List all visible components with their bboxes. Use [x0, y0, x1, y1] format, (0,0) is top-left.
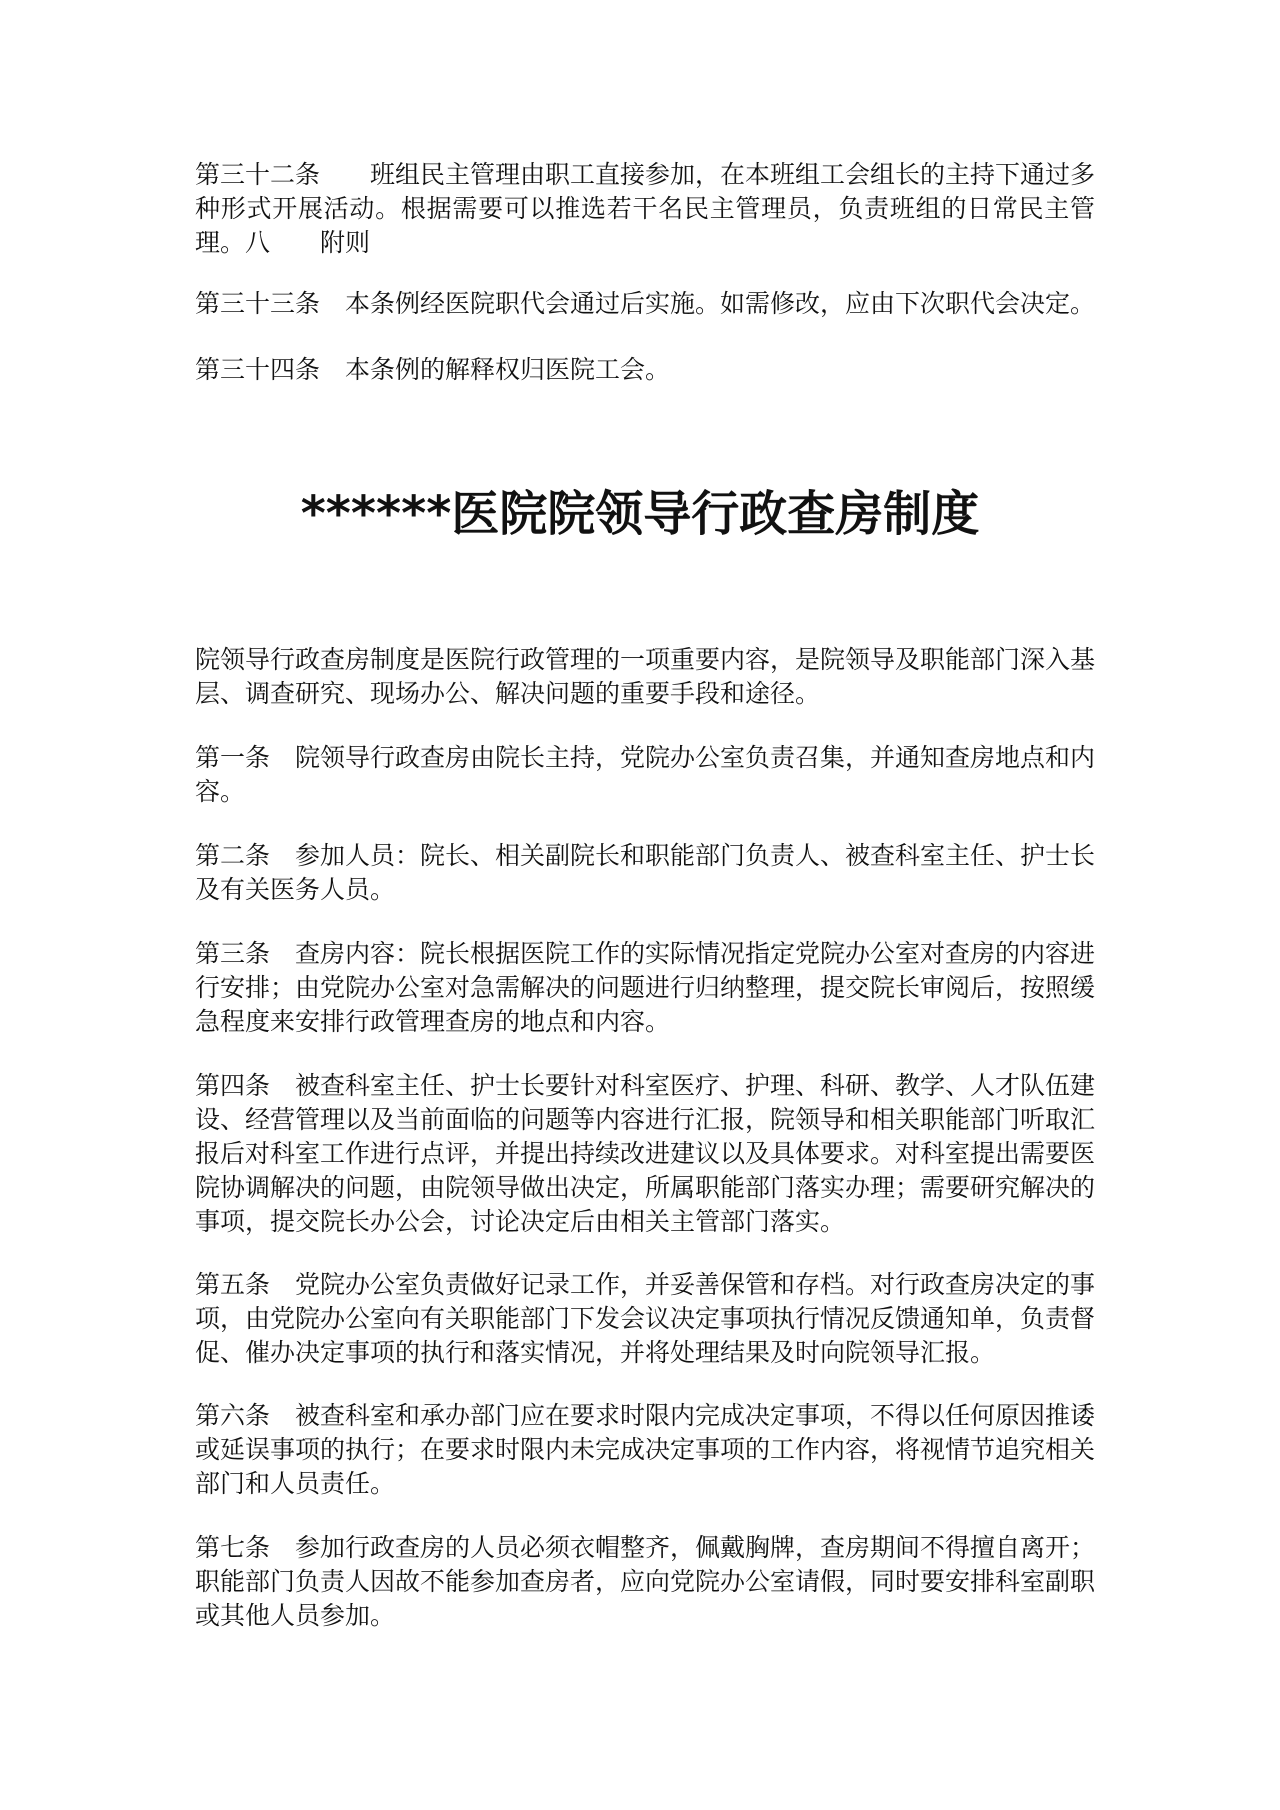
article-5: 第五条 党院办公室负责做好记录工作，并妥善保管和存档。对行政查房决定的事项，由党院办公室向有关职能部门下发会议决定事项执行情况反馈通知单，负责督促、催办决定事项的执行和落实情况，并将处理结果及时向院领导汇报。: [195, 1270, 1096, 1367]
article-33: 第三十三条 本条例经医院职代会通过后实施。如需修改，应由下次职代会决定。: [195, 289, 1096, 318]
article-34: 第三十四条 本条例的解释权归医院工会。: [195, 355, 671, 384]
article-1: 第一条 院领导行政查房由院长主持，党院办公室负责召集，并通知查房地点和内容。: [195, 743, 1096, 806]
article-6: 第六条 被查科室和承办部门应在要求时限内完成决定事项，不得以任何原因推诿或延误事项的执行；在要求时限内未完成决定事项的工作内容，将视情节追究相关部门和人员责任。: [195, 1401, 1096, 1498]
intro-paragraph: 院领导行政查房制度是医院行政管理的一项重要内容，是院领导及职能部门深入基层、调查研究、现场办公、解决问题的重要手段和途径。: [195, 645, 1096, 708]
article-2: 第二条 参加人员：院长、相关副院长和职能部门负责人、被查科室主任、护士长及有关医务人员。: [195, 841, 1096, 904]
article-4: 第四条 被查科室主任、护士长要针对科室医疗、护理、科研、教学、人才队伍建设、经营管理以及当前面临的问题等内容进行汇报，院领导和相关职能部门听取汇报后对科室工作进行点评，并提出持续改进建议以及具体要求。对科室提出需要医院协调解决的问题，由院领导做出决定，所属职能部门落实办理；需要研究解决的事项，提交院长办公会，讨论决定后由相关主管部门落实。: [195, 1071, 1096, 1236]
article-32: 第三十二条 班组民主管理由职工直接参加，在本班组工会组长的主持下通过多种形式开展活动。根据需要可以推选若干名民主管理员，负责班组的日常民主管理。八 附则: [195, 160, 1096, 257]
article-3: 第三条 查房内容：院长根据医院工作的实际情况指定党院办公室对查房的内容进行安排；由党院办公室对急需解决的问题进行归纳整理，提交院长审阅后，按照缓急程度来安排行政管理查房的地点和内容。: [195, 939, 1096, 1036]
article-7: 第七条 参加行政查房的人员必须衣帽整齐，佩戴胸牌，查房期间不得擅自离开；职能部门负责人因故不能参加查房者，应向党院办公室请假，同时要安排科室副职或其他人员参加。: [195, 1533, 1096, 1630]
document-title: ******医院院领导行政查房制度: [300, 486, 980, 542]
